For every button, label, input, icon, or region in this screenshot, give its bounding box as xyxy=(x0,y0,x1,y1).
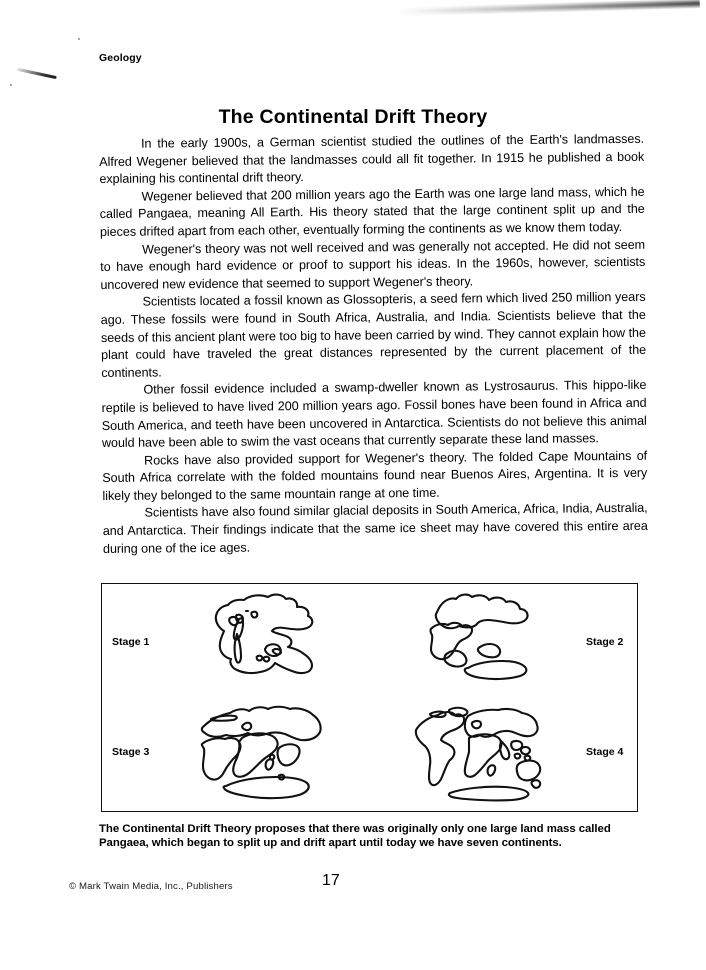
stage-label: Stage 2 xyxy=(586,636,624,648)
stage-label: Stage 1 xyxy=(112,636,150,648)
stage-label: Stage 4 xyxy=(586,746,624,758)
paragraph: Wegener's theory was not well received and was generally not accepted. He did not seem to have enough hard evidence or proof to support his ideas. In the 1960s, however, scientists uncovered new evidence that seemed to support Wegener's theory. xyxy=(100,237,646,292)
scan-artifact-speck xyxy=(10,84,12,86)
figure-stage-1 xyxy=(112,590,356,694)
paragraph: Scientists located a fossil known as Glossopteris, a seed fern which lived 250 million years ago. These fossils were found in South Africa, Australia, and India. Scientists believe that the seeds of this ancient plant were too big to have been carried by wind. They cannot explain how the plant could have traveled the great distances represented by the current placement of the continents. xyxy=(100,290,647,380)
modern-continents-map-icon xyxy=(402,700,578,804)
scan-artifact-smudge xyxy=(17,68,57,79)
stage-label: Stage 3 xyxy=(112,746,150,758)
paragraph: Scientists have also found similar glacial deposits in South America, Africa, India, Australia, and Antarctica. Their findings indicate that the same ice sheet may have covered this entire area during one of the ice ages. xyxy=(102,501,648,556)
scan-artifact-speck xyxy=(78,38,80,40)
figure-stage-2 xyxy=(402,590,648,694)
continental-drift-figure xyxy=(101,583,638,812)
page-title: The Continental Drift Theory xyxy=(218,106,488,129)
article-body xyxy=(99,131,648,558)
caption-line-1: The Continental Drift Theory proposes that there was originally only one large land mass called xyxy=(99,823,611,835)
paragraph: Wegener believed that 200 million years ago the Earth was one large land mass, which he called Pangaea, meaning All Earth. His theory stated that the large continent split up and the pieces drifted apart from each other, eventually forming the continents as we know them today. xyxy=(99,184,645,239)
figure-caption xyxy=(99,822,646,850)
figure-stage-4 xyxy=(402,700,648,804)
caption-line-2-clip xyxy=(99,837,646,850)
paragraph: Rocks have also provided support for Wegener's theory. The folded Cape Mountains of South Africa correlate with the folded mountains found near Buenos Aires, Argentina. It is very likely they belonged to the same mountain range at one time. xyxy=(102,448,648,503)
paragraph: Other fossil evidence included a swamp-dweller known as Lystrosaurus. This hippo-like reptile is believed to have lived 200 million years ago. Fossil bones have been found in Africa and South America, and teeth have been uncovered in Antarctica. Scientists do not believe this animal would have been able to swim the vast oceans that currently separate these land masses. xyxy=(101,378,647,451)
pangaea-single-landmass-map-icon xyxy=(180,590,356,694)
figure-stage-3 xyxy=(112,700,356,804)
caption-line-2: Pangaea, which began to split up and drift apart until today we have seven continents. xyxy=(99,837,562,849)
separating-continents-map-icon xyxy=(180,700,356,804)
page-number: 17 xyxy=(322,872,340,889)
early-rifting-continents-map-icon xyxy=(402,590,578,694)
copyright-notice: © Mark Twain Media, Inc., Publishers xyxy=(69,881,233,892)
subject-heading: Geology xyxy=(99,52,142,64)
scan-artifact-top-line xyxy=(392,0,700,17)
paragraph: In the early 1900s, a German scientist studied the outlines of the Earth's landmasses. Alfred Wegener believed that the landmasses could all fit together. In 1915 he published a book explaining his continental drift theory. xyxy=(99,131,645,187)
